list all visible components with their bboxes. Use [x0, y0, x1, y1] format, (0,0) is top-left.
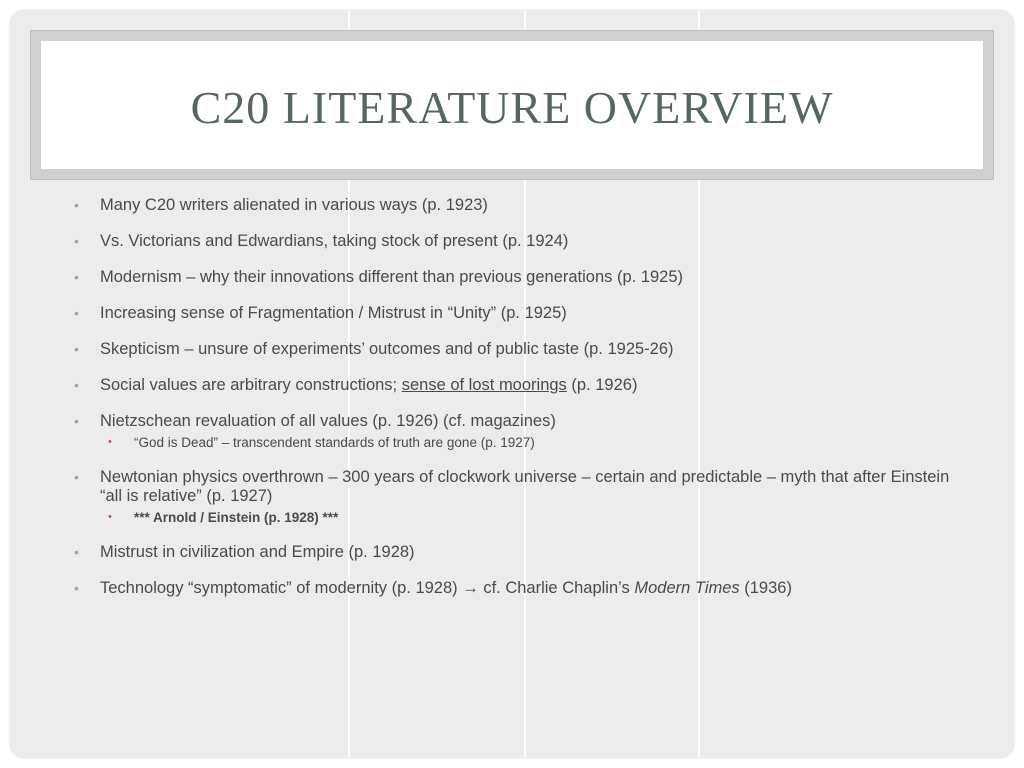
bullet-item [70, 579, 950, 598]
bullet-list [70, 196, 950, 598]
bullet-text: Modernism – why their innovations different than previous generations (p. 1925) [100, 268, 684, 286]
sub-bullet-list [100, 434, 950, 451]
bullet-icon: • [74, 580, 79, 596]
bullet-text-suffix: (1936) [739, 579, 792, 597]
bullet-text: Nietzschean revaluation of all values (p. 1926) (cf. magazines) [100, 412, 556, 430]
bullet-item [70, 340, 950, 359]
bullet-icon: • [74, 341, 79, 357]
bullet-icon: • [74, 305, 79, 321]
bullet-icon: • [74, 197, 79, 213]
bullet-icon: • [74, 469, 79, 485]
sub-bullet-text: *** Arnold / Einstein (p. 1928) *** [134, 510, 339, 525]
arrow-right-icon: → [462, 579, 479, 597]
sub-bullet-item [100, 434, 950, 451]
title-box [41, 41, 983, 169]
slide [10, 10, 1014, 758]
bullet-text: Many C20 writers alienated in various ways (p. 1923) [100, 196, 488, 214]
bullet-item [70, 468, 950, 526]
bullet-text: Mistrust in civilization and Empire (p. 1928) [100, 543, 415, 561]
bullet-text-prefix: Technology “symptomatic” of modernity (p. 1928) [100, 579, 463, 597]
bullet-item [70, 304, 950, 323]
bullet-text-prefix: Social values are arbitrary constructions; [100, 376, 402, 394]
film-title: Modern Times [634, 579, 740, 597]
sub-bullet-list [100, 509, 950, 526]
bullet-item [70, 268, 950, 287]
bullet-item [70, 376, 950, 395]
underlined-phrase: sense of lost moorings [401, 376, 567, 394]
bullet-text: Increasing sense of Fragmentation / Mistrust in “Unity” (p. 1925) [100, 304, 567, 322]
bullet-item [70, 543, 950, 562]
sub-bullet-item [100, 509, 950, 526]
bullet-icon: • [74, 233, 79, 249]
bullet-item [70, 412, 950, 451]
bullet-text: Vs. Victorians and Edwardians, taking stock of present (p. 1924) [100, 232, 569, 250]
title-frame [30, 30, 994, 180]
bullet-item [70, 196, 950, 215]
bullet-text: Skepticism – unsure of experiments’ outcomes and of public taste (p. 1925-26) [100, 340, 674, 358]
bullet-icon: • [74, 544, 79, 560]
bullet-icon: • [74, 269, 79, 285]
bullet-text-middle: cf. Charlie Chaplin’s [478, 579, 635, 597]
sub-bullet-icon: • [108, 511, 112, 523]
bullet-icon: • [74, 413, 79, 429]
sub-bullet-text: “God is Dead” – transcendent standards of truth are gone (p. 1927) [134, 435, 535, 450]
slide-title: C20 LITERATURE OVERVIEW [190, 81, 834, 133]
sub-bullet-icon: • [108, 436, 112, 448]
bullet-text: Newtonian physics overthrown – 300 years of clockwork universe – certain and predictable – myth that after Einstein “all is relative” (p. 1927) [100, 468, 950, 505]
bullet-item [70, 232, 950, 251]
bullet-text-suffix: (p. 1926) [566, 376, 638, 394]
bullet-icon: • [74, 377, 79, 393]
slide-content [70, 196, 950, 615]
